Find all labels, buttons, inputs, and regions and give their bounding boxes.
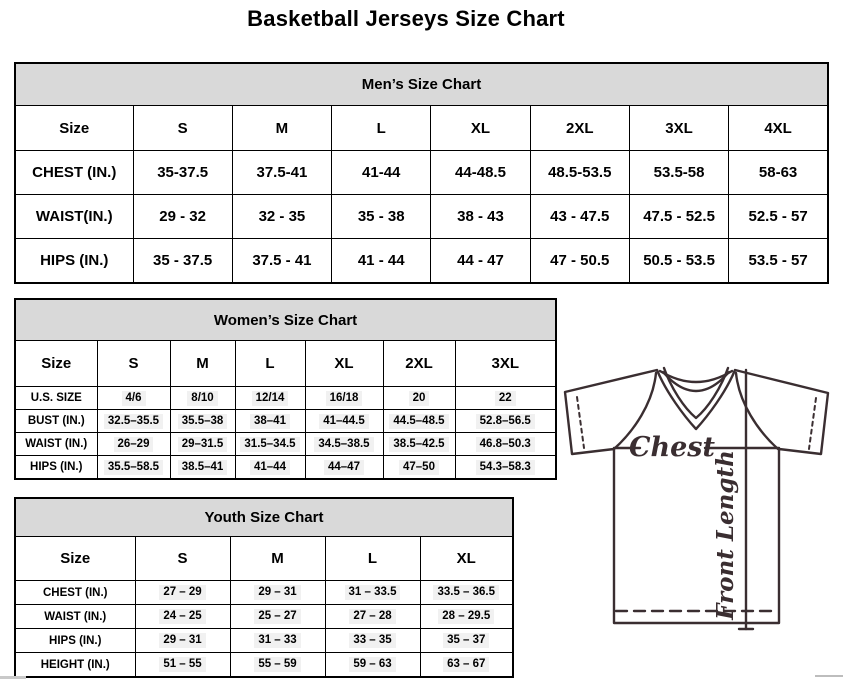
youth-header-row [15,537,513,581]
womens-header-row [15,341,556,387]
cell-value: 38 - 43 [431,195,530,239]
youth-col-header: XL [420,537,513,581]
cell-value [230,581,325,605]
row-label: HIPS (IN.) [15,456,97,480]
cell-value [170,410,235,433]
row-label: WAIST (IN.) [15,433,97,456]
mens-header-row [15,106,828,151]
youth-col-header: Size [15,537,135,581]
cell-value: 52.5 - 57 [729,195,828,239]
mens-col-header: XL [431,106,530,151]
cell-value [420,605,513,629]
cell-value: 58-63 [729,151,828,195]
cell-value [420,581,513,605]
cell-value-text: 12/14 [252,391,289,406]
cell-value [230,629,325,653]
cell-value [383,456,455,480]
cell-value-text: 63 – 67 [443,657,489,672]
cell-value [383,410,455,433]
cell-value-text: 8/10 [187,391,217,406]
cell-value [420,629,513,653]
cell-value: 37.5-41 [232,151,331,195]
cell-value [97,410,170,433]
table-row [15,433,556,456]
womens-table-title: Women’s Size Chart [15,299,556,341]
womens-size-table [14,298,557,480]
cell-value [383,433,455,456]
cell-value: 53.5 - 57 [729,239,828,284]
cell-value: 47 - 50.5 [530,239,629,284]
cell-value [170,387,235,410]
cell-value [235,433,305,456]
cell-value: 44 - 47 [431,239,530,284]
table-row [15,151,828,195]
cell-value-text: 16/18 [326,391,363,406]
table-row [15,239,828,284]
womens-col-header: 2XL [383,341,455,387]
cell-value: 37.5 - 41 [232,239,331,284]
cell-value-text: 41–44 [250,460,290,475]
front-length-label: Front Length [712,450,739,620]
cell-value [455,387,556,410]
cell-value-text: 55 – 59 [254,657,300,672]
youth-col-header: M [230,537,325,581]
cell-value-text: 26–29 [114,437,154,452]
cell-value: 47.5 - 52.5 [629,195,728,239]
cell-value [455,433,556,456]
youth-table-title: Youth Size Chart [15,498,513,537]
row-label: HIPS (IN.) [15,629,135,653]
cell-value [325,629,420,653]
cell-value-text: 24 – 25 [159,609,205,624]
cell-value-text: 25 – 27 [254,609,300,624]
cell-value-text: 33 – 35 [349,633,395,648]
cell-value [135,653,230,678]
cell-value [235,387,305,410]
cell-value [235,456,305,480]
cell-value-text: 34.5–38.5 [314,437,373,452]
youth-col-header: S [135,537,230,581]
cell-value [305,387,383,410]
cell-value-text: 38–41 [250,414,290,429]
cell-value [420,653,513,678]
mens-col-header: L [332,106,431,151]
womens-col-header: S [97,341,170,387]
cell-value-text: 29–31.5 [178,437,228,452]
cell-value-text: 28 – 29.5 [438,609,494,624]
cell-value: 53.5-58 [629,151,728,195]
cell-value-text: 52.8–56.5 [476,414,535,429]
table-row [15,629,513,653]
cell-value [305,433,383,456]
jersey-measurement-diagram [556,363,842,643]
cell-value-text: 41–44.5 [319,414,369,429]
cell-value [305,410,383,433]
cell-value-text: 54.3–58.3 [476,460,535,475]
cell-value [135,629,230,653]
womens-col-header: M [170,341,235,387]
row-label: HIPS (IN.) [15,239,133,284]
cell-value [230,605,325,629]
cell-value: 48.5-53.5 [530,151,629,195]
cell-value-text: 33.5 – 36.5 [433,585,499,600]
cell-value-text: 31.5–34.5 [240,437,299,452]
cell-value-text: 27 – 29 [159,585,205,600]
cell-value-text: 35.5–58.5 [104,460,163,475]
cell-value [305,456,383,480]
row-label: BUST (IN.) [15,410,97,433]
table-row [15,387,556,410]
cell-value [455,456,556,480]
mens-col-header: M [232,106,331,151]
mens-col-header: Size [15,106,133,151]
cell-value-text: 51 – 55 [159,657,205,672]
row-label: CHEST (IN.) [15,151,133,195]
cell-value [170,456,235,480]
cell-value-text: 35.5–38 [178,414,228,429]
table-row [15,605,513,629]
cell-value: 41 - 44 [332,239,431,284]
cell-value [135,605,230,629]
cell-value-text: 44–47 [324,460,364,475]
mens-table-title: Men’s Size Chart [15,63,828,106]
cell-value-text: 31 – 33 [254,633,300,648]
cell-value-text: 4/6 [122,391,146,406]
mens-col-header: 4XL [729,106,828,151]
cell-value: 50.5 - 53.5 [629,239,728,284]
cell-value [455,410,556,433]
cell-value [135,581,230,605]
table-row [15,653,513,678]
womens-col-header: L [235,341,305,387]
cell-value: 44-48.5 [431,151,530,195]
row-label: WAIST (IN.) [15,605,135,629]
table-row [15,581,513,605]
row-label: U.S. SIZE [15,387,97,410]
womens-col-header: 3XL [455,341,556,387]
cell-value [325,605,420,629]
table-row [15,410,556,433]
cell-value-text: 32.5–35.5 [104,414,163,429]
cell-value: 29 - 32 [133,195,232,239]
cell-value [383,387,455,410]
cell-value-text: 20 [409,391,430,406]
cell-value-text: 35 – 37 [443,633,489,648]
cell-value: 32 - 35 [232,195,331,239]
table-row [15,456,556,480]
cell-value-text: 27 – 28 [349,609,395,624]
mens-col-header: S [133,106,232,151]
page-title: Basketball Jerseys Size Chart [247,6,565,31]
cell-value-text: 47–50 [399,460,439,475]
womens-col-header: XL [305,341,383,387]
row-label: WAIST(IN.) [15,195,133,239]
mens-size-table [14,62,829,284]
table-row [15,195,828,239]
cell-value-text: 46.8–50.3 [476,437,535,452]
cell-value-text: 31 – 33.5 [345,585,401,600]
cell-value-text: 29 – 31 [159,633,205,648]
womens-col-header: Size [15,341,97,387]
youth-size-table [14,497,514,678]
cell-value-text: 38.5–41 [178,460,228,475]
cell-value [170,433,235,456]
cell-value: 35-37.5 [133,151,232,195]
cell-value [325,653,420,678]
mens-col-header: 2XL [530,106,629,151]
youth-col-header: L [325,537,420,581]
cell-value [97,387,170,410]
cell-value: 35 - 38 [332,195,431,239]
cell-value [230,653,325,678]
cell-value: 41-44 [332,151,431,195]
cell-value: 35 - 37.5 [133,239,232,284]
cell-value [235,410,305,433]
row-label: HEIGHT (IN.) [15,653,135,678]
cell-value [97,456,170,480]
jersey-outline [565,370,828,623]
cell-value-text: 59 – 63 [349,657,395,672]
cell-value: 43 - 47.5 [530,195,629,239]
mens-col-header: 3XL [629,106,728,151]
cell-value [97,433,170,456]
row-label: CHEST (IN.) [15,581,135,605]
scrollbar-fragment-right [815,675,843,677]
cell-value [325,581,420,605]
cell-value-text: 29 – 31 [254,585,300,600]
cell-value-text: 22 [495,391,516,406]
cell-value-text: 38.5–42.5 [389,437,448,452]
cell-value-text: 44.5–48.5 [389,414,448,429]
chest-label: Chest [629,432,715,463]
